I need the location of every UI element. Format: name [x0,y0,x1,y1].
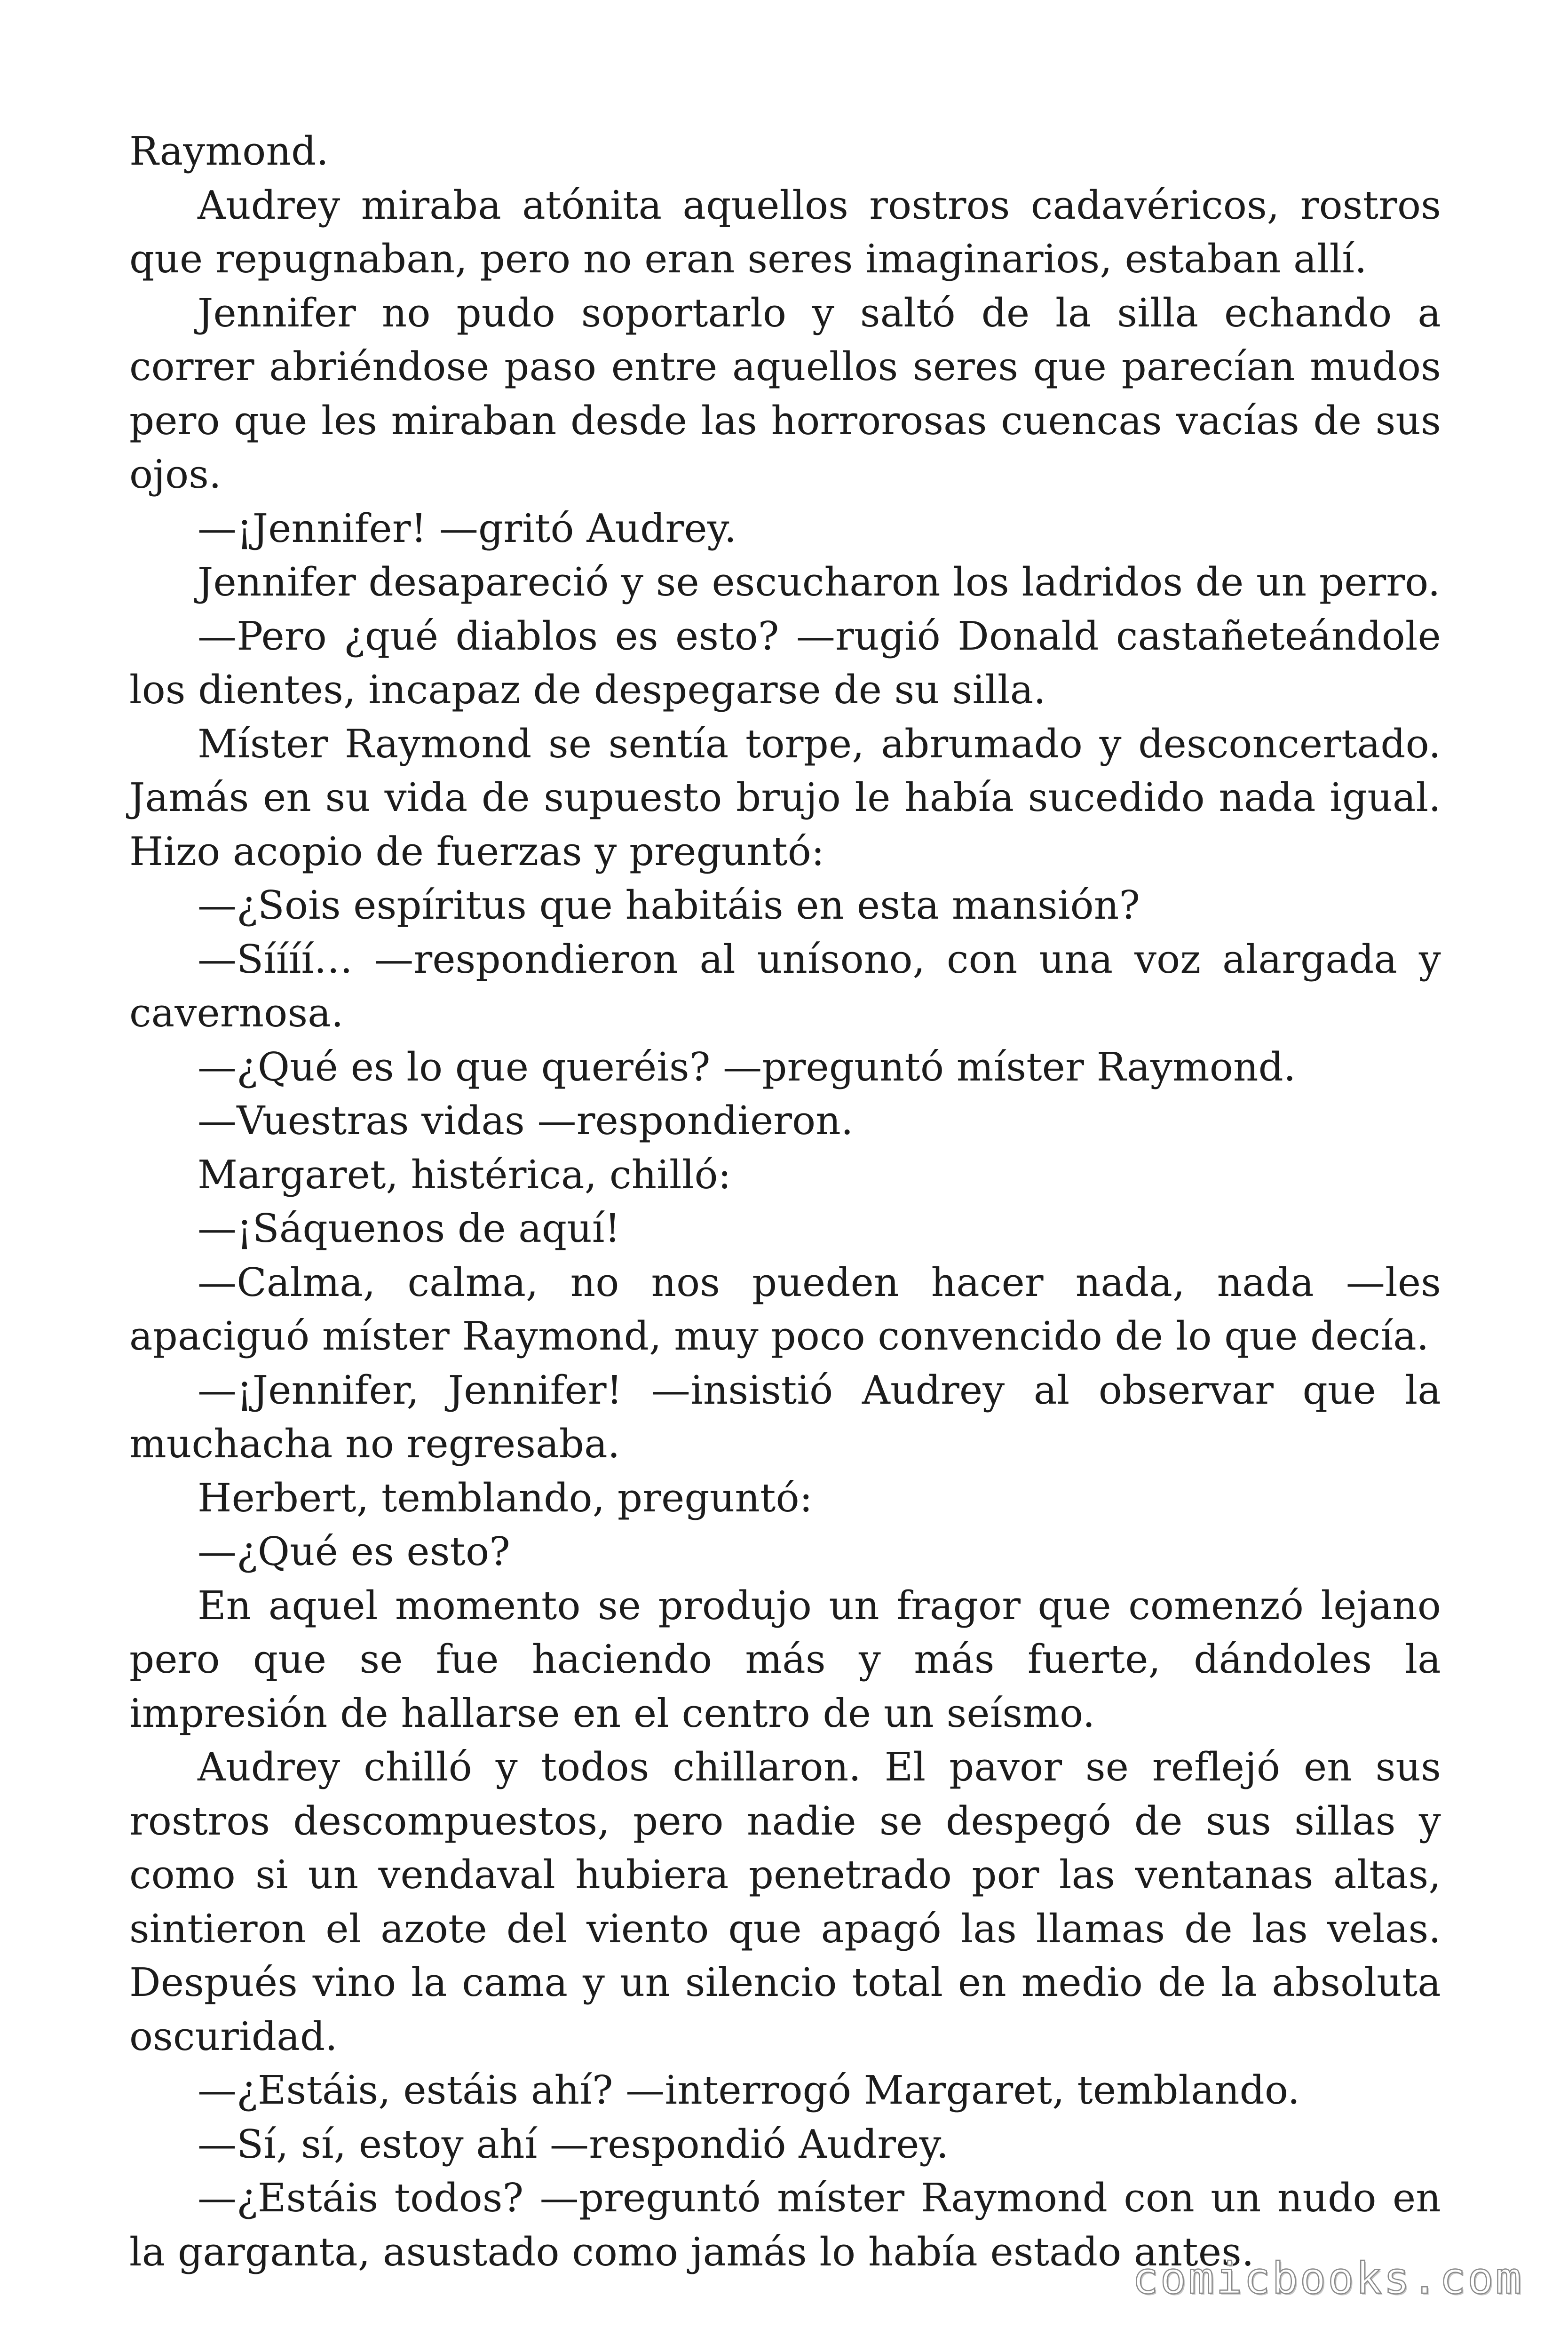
paragraph: —¡Jennifer! —gritó Audrey. [198,505,737,551]
paragraph: —Pero ¿qué diablos es esto? —rugió Donald castañeteándole los dientes, incapaz de despegarse de su silla. [129,613,1441,713]
paragraph: —¿Qué es esto? [198,1529,510,1574]
paragraph: Míster Raymond se sentía torpe, abrumado y desconcertado. Jamás en su vida de supuesto brujo le había sucedido nada igual. Hizo acopio de fuerzas y preguntó: [129,721,1441,874]
paragraph: —Vuestras vidas —respondieron. [198,1098,854,1144]
watermark: comicbooks.com [1132,2253,1523,2304]
paragraph: En aquel momento se produjo un fragor que comenzó lejano pero que se fue haciendo más y más fuerte, dándoles la impresión de hallarse en el centro de un seísmo. [129,1582,1441,1736]
paragraph: Jennifer no pudo soportarlo y saltó de la silla echando a correr abriéndose paso entre aquellos seres que parecían mudos pero que les miraban desde las horrorosas cuencas vacías de sus ojos. [129,290,1441,497]
paragraph: Raymond. [129,128,329,174]
paragraph: Herbert, temblando, preguntó: [198,1475,813,1521]
paragraph: —¿Estáis, estáis ahí? —interrogó Margaret, temblando. [198,2067,1300,2113]
paragraph: —Calma, calma, no nos pueden hacer nada, nada —les apaciguó míster Raymond, muy poco convencido de lo que decía. [129,1259,1441,1359]
paragraph: Margaret, histérica, chilló: [198,1152,731,1198]
paragraph: —¿Estáis todos? —preguntó míster Raymond con un nudo en la garganta, asustado como jamás lo había estado antes. [129,2175,1441,2275]
paragraph: —¿Qué es lo que queréis? —preguntó míster Raymond. [198,1044,1296,1090]
paragraph: Audrey miraba atónita aquellos rostros cadavéricos, rostros que repugnaban, pero no eran seres imaginarios, estaban allí. [129,182,1441,282]
paragraph: Audrey chilló y todos chillaron. El pavor se reflejó en sus rostros descompuestos, pero nadie se despegó de sus sillas y como si un vendaval hubiera penetrado por las ventanas altas, sintieron el azote del viento que apagó las llamas de las velas. Después vino la cama y un silencio total en medio de la absoluta oscuridad. [129,1744,1441,2059]
paragraph: —¡Jennifer, Jennifer! —insistió Audrey al observar que la muchacha no regresaba. [129,1367,1441,1467]
paragraph: —Síííí… —respondieron al unísono, con una voz alargada y cavernosa. [129,936,1441,1036]
paragraph: Jennifer desapareció y se escucharon los ladridos de un perro. [198,559,1441,605]
paragraph: —Sí, sí, estoy ahí —respondió Audrey. [198,2121,949,2167]
paragraph: —¿Sois espíritus que habitáis en esta mansión? [198,882,1140,928]
paragraph: —¡Sáquenos de aquí! [198,1206,621,1251]
body-text [129,125,1441,2279]
